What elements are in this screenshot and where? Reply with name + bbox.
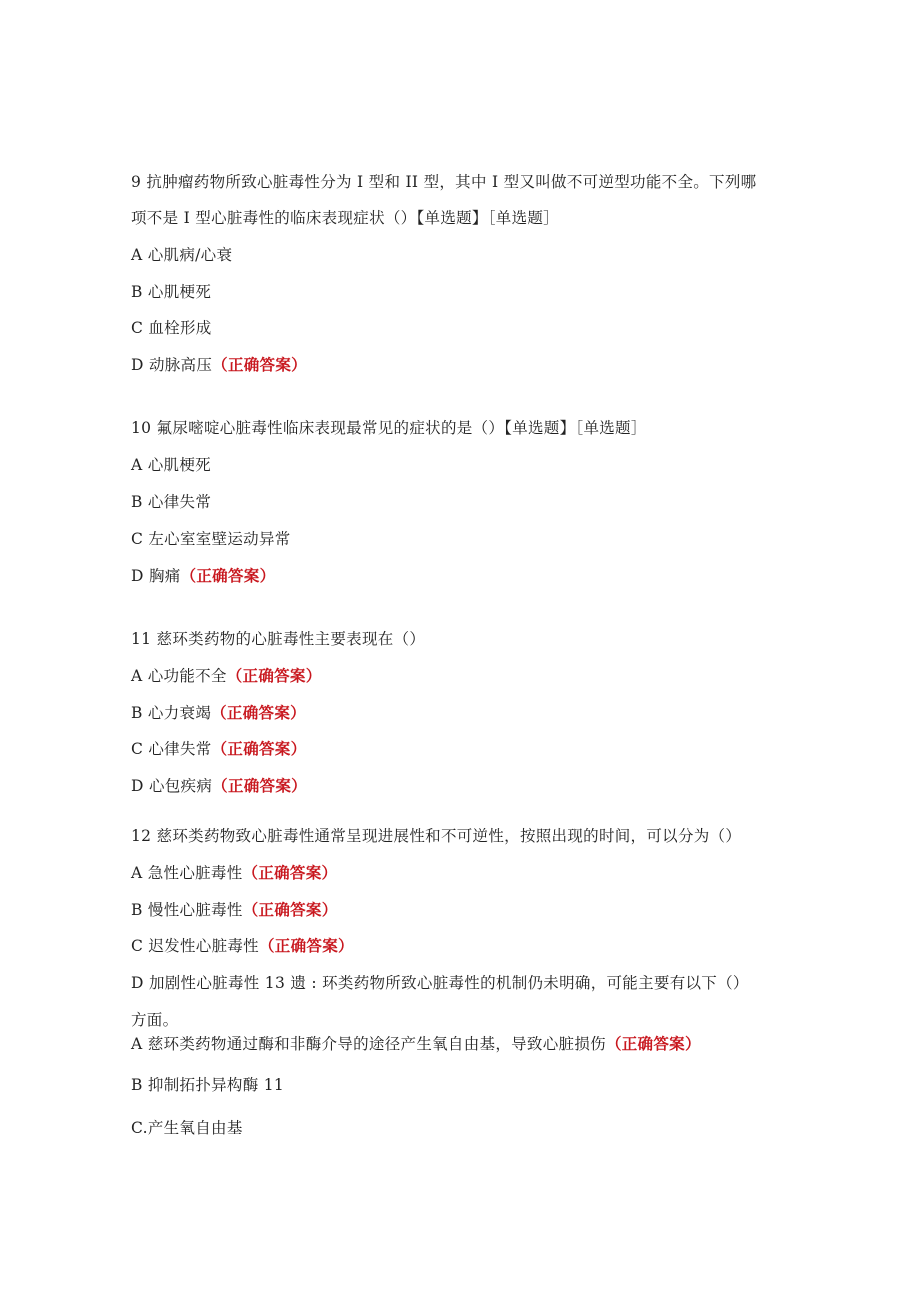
q12-option-b-text: B 慢性心脏毒性	[131, 901, 243, 919]
correct-answer-mark: （正确答案）	[605, 1034, 701, 1053]
q13-option-c: C.产生氧自由基	[131, 1119, 243, 1137]
q12-option-a	[131, 863, 337, 883]
q10-option-a: A 心肌梗死	[131, 456, 211, 474]
q10-option-b: B 心律失常	[131, 493, 212, 511]
correct-answer-mark: （正确答案）	[211, 739, 307, 758]
q12-option-a-text: A 急性心脏毒性	[131, 864, 243, 882]
q11-option-c	[131, 739, 306, 759]
correct-answer-mark: （正确答案）	[226, 666, 322, 685]
correct-answer-mark: （正确答案）	[242, 863, 338, 882]
q11-option-d	[131, 776, 307, 796]
q9-option-a: A 心肌病/心衰	[131, 246, 233, 264]
q9-option-d	[131, 355, 307, 375]
q9-option-c: C 血栓形成	[131, 319, 212, 337]
correct-answer-mark: （正确答案）	[211, 703, 306, 722]
q11-option-a	[131, 666, 322, 686]
correct-answer-mark: （正确答案）	[242, 900, 338, 919]
q11-option-b	[131, 703, 306, 723]
q11-stem: 11 慈环类药物的心脏毒性主要表现在（）	[131, 630, 426, 648]
correct-answer-mark: （正确答案）	[212, 355, 307, 374]
q13-option-a	[131, 1034, 701, 1054]
q12-option-d: D 加剧性心脏毒性 13 遗 : 环类药物所致心脏毒性的机制仍未明确，可能主要有以下（）	[131, 974, 749, 992]
q12-stem: 12 慈环类药物致心脏毒性通常呈现进展性和不可逆性，按照出现的时间，可以分为（）	[131, 827, 742, 845]
q12-option-b	[131, 900, 338, 920]
correct-answer-mark: （正确答案）	[212, 776, 307, 795]
q12-option-c	[131, 936, 354, 956]
q10-option-c: C 左心室室壁运动异常	[131, 530, 291, 548]
q13-stem-continuation: 方面。	[131, 1011, 179, 1029]
q11-option-d-text: D 心包疾病	[131, 777, 213, 795]
q11-option-c-text: C 心律失常	[131, 740, 212, 758]
correct-answer-mark: （正确答案）	[180, 566, 276, 585]
correct-answer-mark: （正确答案）	[259, 936, 354, 955]
q9-option-d-text: D 动脉高压	[131, 356, 213, 374]
q10-stem: 10 氟尿嘧啶心脏毒性临床表现最常见的症状的是（）【单选题】［单选题］	[131, 419, 647, 437]
q10-option-d-text: D 胸痛	[131, 567, 181, 585]
q9-option-b: B 心肌梗死	[131, 283, 212, 301]
q11-option-b-text: B 心力衰竭	[131, 704, 212, 722]
q9-stem-line2: 项不是 I 型心脏毒性的临床表现症状（）【单选题】［单选题］	[131, 209, 559, 227]
q11-option-a-text: A 心功能不全	[131, 667, 227, 685]
q13-option-a-text: A 慈环类药物通过酶和非酶介导的途径产生氧自由基，导致心脏损伤	[131, 1035, 606, 1053]
q13-option-b: B 抑制拓扑异构酶 11	[131, 1076, 285, 1094]
q10-option-d	[131, 566, 275, 586]
q9-stem-line1: 9 抗肿瘤药物所致心脏毒性分为 I 型和 II 型，其中 I 型又叫做不可逆型功能不全。下列哪	[131, 173, 757, 191]
q12-option-c-text: C 迟发性心脏毒性	[131, 937, 259, 955]
